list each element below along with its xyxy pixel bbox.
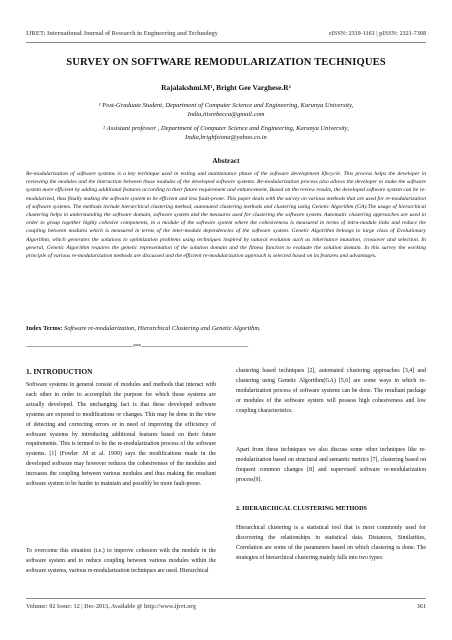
volume-info: Volume: 02 Issue: 12 | Dec-2013, Available @ http://www.ijret.org bbox=[26, 604, 196, 610]
index-terms bbox=[26, 325, 426, 332]
section-separator: -------------------------------------------------------------------***------------------------------------------------------------------- bbox=[26, 344, 248, 350]
issn: eISSN: 2319-1163 | pISSN: 2321-7308 bbox=[328, 31, 426, 37]
section-1-heading: 1. INTRODUCTION bbox=[26, 367, 93, 376]
affiliation-2-line-2: India,brighfsiona@yahoo.co.in bbox=[185, 134, 267, 142]
abstract-text: Re-modularization of software systems is a key technique used in testing and maintenance phase of the software development lifecycle. This process helps the developer in reviewing the modules and the interaction between those modules of the developed software systems. Re-modularization process also allows the developer to make the software system more efficient by adding additional features according to their future requirement and enhancement. Based on the review results, the developed software system can be re-modularized, thus finally making the software system to be efficient and less fault-prone. This paper deals with the survey on various methods that are used for re-modularization of software systems. The methods include hierarchical clustering method, automated clustering methods and clustering using Genetic Algorithm (GA).The usage of hierarchical clustering helps in understanding the software domain, software system and the measures used for clustering the software system. Automatic clustering approaches are used in order to group together highly cohesive components, in a module of the software system where the cohesiveness is measured in terms of intra-module links and reduce the coupling between modules which is measured in terms of the inter-module dependencies of the software system. Genetic Algorithm belongs to large class of Evolutionary Algorithm, which generates the solutions to optimization problems using techniques inspired by natural evolution such as inheritance mutation, crossover and selection. In general, Genetic Algorithm requires the genetic representation of the solution domain and the fitness function to evaluate the solution domain. In this survey the working principle of various re-modularization methods are discussed and the efficient re-modularization approach is selected based on its features and advantages. bbox=[26, 171, 426, 260]
section-2-heading: 2. HIERARCHICAL CLUSTERING METHODS bbox=[236, 505, 367, 512]
affiliation-2 bbox=[40, 124, 412, 142]
abstract-heading: Abstract bbox=[212, 156, 240, 165]
page-footer bbox=[26, 604, 426, 610]
affiliation-1-line-2: India,itisrebecca@gmail.com bbox=[187, 111, 265, 119]
running-header bbox=[26, 31, 426, 37]
intro-paragraph-1: Software systems in general consist of modules and methods that interact with each other in order to accomplish the purpose for which those systems are actually developed. The unchanging fact is that these developed software systems are exposed to modifications or changes. This may be done in the view of detecting and correcting errors or in need of improving the efficiency of software systems by introducing additional features based on their future requirements. This is termed to be the re-modularization process of the software systems. [1] (Fowler .M et al. 1999) says the modifications made in the developed software may however reduces the cohesiveness of the modules and increases the coupling between various modules and thus making the resultant software system to be harder to maintain and possibly be more fault-prone. bbox=[26, 382, 216, 488]
journal-name: IJRET: International Journal of Research in Engineering and Technology bbox=[26, 31, 218, 37]
paper-title: SURVEY ON SOFTWARE REMODULARIZATION TECHNIQUES bbox=[66, 57, 386, 68]
affiliation-2-line-1: ² Assistant professor , Department of Computer Science and Engineering, Karunya University, bbox=[103, 125, 349, 132]
footer-rule bbox=[26, 598, 426, 599]
column-2-paragraph-1: clustering based techniques [2], automated clustering approaches [3,4] and clustering using Genetic Algorithm(GA) [5,6] are some ways in which re-modularization process of software systems can be done. The resultant package or modules of the software system will possess high cohesiveness and low coupling characteristics. bbox=[236, 368, 426, 414]
index-terms-text: Software re-modularization, Hierarchical Clustering and Genetic Algorithm. bbox=[62, 325, 261, 332]
section-2-paragraph: Hierarchical clustering is a statistical tool that is most commonly used for discovering the relationships in statistical data. Distances, Similarities, Correlation are some of the parameters based on which clustering is done. The strategies of hierarchical clustering mainly falls into two types: bbox=[236, 525, 426, 561]
intro-paragraph-2: To overcome this situation (i.e.) to improve cohesion with the module in the software system and to reduce coupling between various modules within the software systems, various re-modularization techniques are used. Hierarchical bbox=[26, 548, 216, 574]
header-rule bbox=[26, 42, 426, 43]
index-terms-label: Index Terms: bbox=[26, 325, 63, 332]
page-number: 361 bbox=[416, 604, 426, 610]
affiliation-1 bbox=[40, 101, 412, 119]
affiliation-1-line-1: ¹ Post-Graduate Student, Department of Computer Science and Engineering, Karunya University, bbox=[98, 102, 354, 109]
paper-authors: Rajalakshmi.M¹, Bright Gee Varghese.R² bbox=[161, 83, 291, 92]
column-2-paragraph-2: Apart from these techniques we also discuss some other techniques like re-modularization based on structural and semantic metrics [7], clustering based on frequent common changes [8] and supervised software re-modularization process[9]. bbox=[236, 447, 426, 483]
